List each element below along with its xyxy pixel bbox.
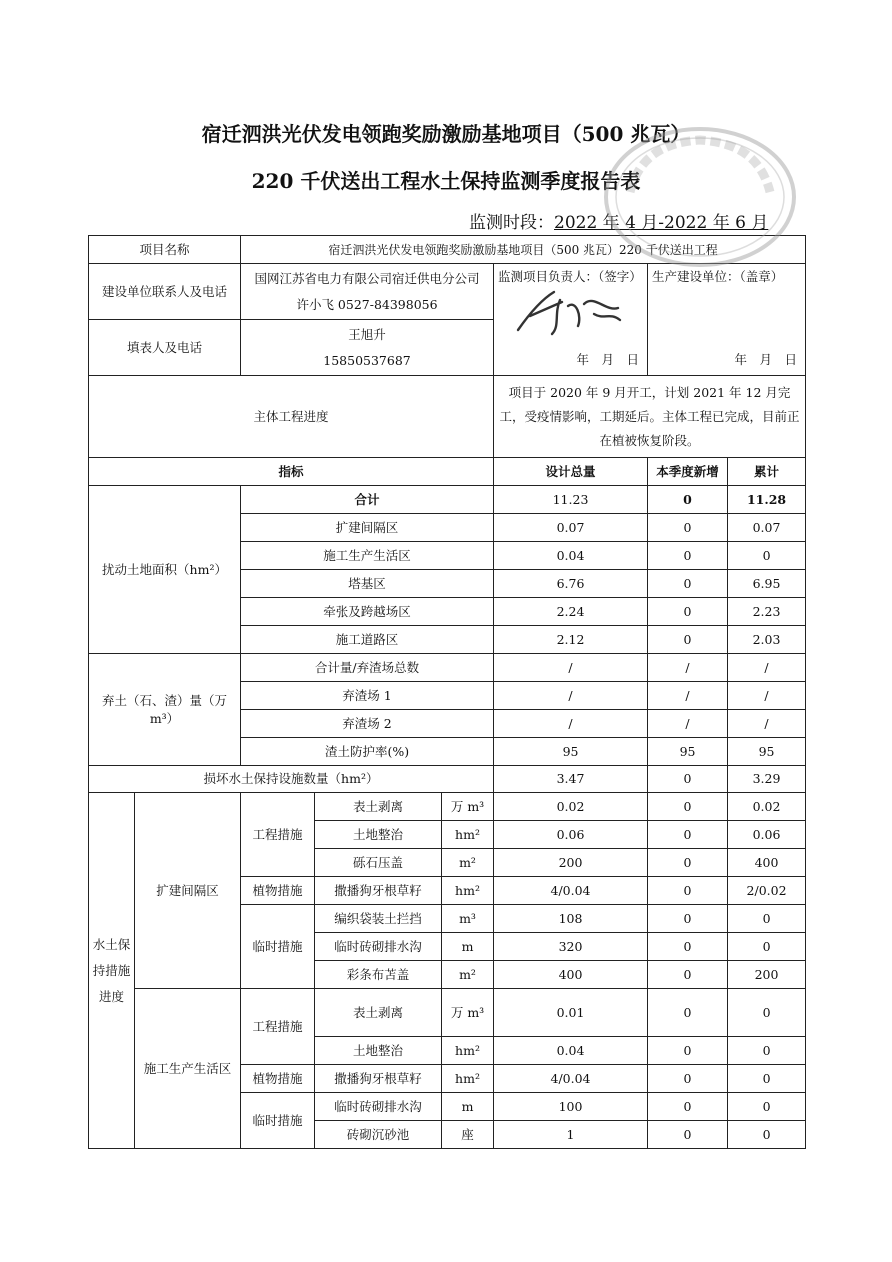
spoil-group-label: 弃土（石、渣）量（万 m³） bbox=[89, 654, 241, 766]
disturbed-cum: 6.95 bbox=[728, 570, 806, 598]
filler-label: 填表人及电话 bbox=[89, 320, 241, 376]
measure-item: 砖砌沉砂池 bbox=[315, 1121, 442, 1149]
unit-seal-cell bbox=[648, 264, 806, 376]
measure-cum: 0 bbox=[728, 1065, 806, 1093]
disturbed-cum: 11.28 bbox=[728, 486, 806, 514]
production-unit-label: 生产建设单位：（盖章） bbox=[652, 269, 784, 284]
measure-design: 0.06 bbox=[494, 821, 648, 849]
measure-unit: m bbox=[442, 933, 494, 961]
measure-unit: 座 bbox=[442, 1121, 494, 1149]
disturbed-new: 0 bbox=[648, 514, 728, 542]
measure-unit: hm² bbox=[442, 821, 494, 849]
measure-design: 0.04 bbox=[494, 1037, 648, 1065]
measure-item: 土地整治 bbox=[315, 1037, 442, 1065]
col-cumulative: 累计 bbox=[728, 458, 806, 486]
spoil-cum: / bbox=[728, 654, 806, 682]
damaged-design: 3.47 bbox=[494, 766, 648, 793]
measure-cum: 0.02 bbox=[728, 793, 806, 821]
spoil-design: 95 bbox=[494, 738, 648, 766]
measure-cum: 0 bbox=[728, 1037, 806, 1065]
spoil-cum: / bbox=[728, 682, 806, 710]
measure-new: 0 bbox=[648, 989, 728, 1037]
measure-item: 表土剥离 bbox=[315, 793, 442, 821]
filler-name: 王旭升 bbox=[348, 326, 386, 342]
measure-new: 0 bbox=[648, 1093, 728, 1121]
measure-cum: 0 bbox=[728, 1121, 806, 1149]
measure-new: 0 bbox=[648, 933, 728, 961]
measure-design: 4/0.04 bbox=[494, 1065, 648, 1093]
col-quarter-new: 本季度新增 bbox=[648, 458, 728, 486]
measure-unit: 万 m³ bbox=[442, 793, 494, 821]
measure-item: 撒播狗牙根草籽 bbox=[315, 1065, 442, 1093]
measure-unit: hm² bbox=[442, 1037, 494, 1065]
measure-area-name: 扩建间隔区 bbox=[135, 793, 241, 989]
measure-design: 1 bbox=[494, 1121, 648, 1149]
measure-item: 土地整治 bbox=[315, 821, 442, 849]
col-design-total: 设计总量 bbox=[494, 458, 648, 486]
period-value: 2022 年 4 月-2022 年 6 月 bbox=[554, 213, 769, 233]
spoil-row-name: 弃渣场 2 bbox=[241, 710, 494, 738]
measure-type: 临时措施 bbox=[241, 1093, 315, 1149]
measure-type: 工程措施 bbox=[241, 989, 315, 1065]
measure-cum: 0 bbox=[728, 933, 806, 961]
measure-design: 108 bbox=[494, 905, 648, 933]
measure-unit: m bbox=[442, 1093, 494, 1121]
measure-item: 砾石压盖 bbox=[315, 849, 442, 877]
period-label: 监测时段： bbox=[469, 213, 554, 233]
builder-org: 国网江苏省电力有限公司宿迁供电分公司 bbox=[254, 270, 480, 286]
measure-cum: 2/0.02 bbox=[728, 877, 806, 905]
disturbed-row-name: 施工道路区 bbox=[241, 626, 494, 654]
measure-cum: 0 bbox=[728, 1093, 806, 1121]
progress-text: 项目于 2020 年 9 月开工，计划 2021 年 12 月完工，受疫情影响，工期延后。主体工程已完成，目前正在植被恢复阶段。 bbox=[494, 376, 806, 458]
measure-item: 表土剥离 bbox=[315, 989, 442, 1037]
disturbed-new: 0 bbox=[648, 598, 728, 626]
measure-type: 工程措施 bbox=[241, 793, 315, 877]
report-title-line1: 宿迁泗洪光伏发电领跑奖励激励基地项目（500 兆瓦） bbox=[201, 122, 691, 146]
disturbed-row-name: 合计 bbox=[241, 486, 494, 514]
disturbed-new: 0 bbox=[648, 542, 728, 570]
unit-date: 年 月 日 bbox=[734, 352, 798, 367]
disturbed-new: 0 bbox=[648, 570, 728, 598]
measure-cum: 0 bbox=[728, 905, 806, 933]
disturbed-design: 2.12 bbox=[494, 626, 648, 654]
spoil-row-name: 合计量/弃渣场总数 bbox=[241, 654, 494, 682]
disturbed-cum: 2.23 bbox=[728, 598, 806, 626]
measure-new: 0 bbox=[648, 877, 728, 905]
spoil-row-name: 渣土防护率(%) bbox=[241, 738, 494, 766]
spoil-new: / bbox=[648, 682, 728, 710]
spoil-new: 95 bbox=[648, 738, 728, 766]
measure-item: 彩条布苫盖 bbox=[315, 961, 442, 989]
disturbed-design: 6.76 bbox=[494, 570, 648, 598]
measure-item: 临时砖砌排水沟 bbox=[315, 933, 442, 961]
handwritten-signature bbox=[508, 286, 628, 338]
spoil-new: / bbox=[648, 654, 728, 682]
spoil-design: / bbox=[494, 682, 648, 710]
disturbed-cum: 2.03 bbox=[728, 626, 806, 654]
measure-design: 320 bbox=[494, 933, 648, 961]
disturbed-row-name: 扩建间隔区 bbox=[241, 514, 494, 542]
project-name: 宿迁泗洪光伏发电领跑奖励激励基地项目（500 兆瓦）220 千伏送出工程 bbox=[241, 236, 806, 264]
measure-design: 4/0.04 bbox=[494, 877, 648, 905]
measure-unit: hm² bbox=[442, 1065, 494, 1093]
spoil-row-name: 弃渣场 1 bbox=[241, 682, 494, 710]
progress-label: 主体工程进度 bbox=[89, 376, 494, 458]
monitor-head-label: 监测项目负责人：（签字） bbox=[498, 269, 642, 284]
filler-info bbox=[241, 320, 494, 376]
measure-cum: 200 bbox=[728, 961, 806, 989]
damaged-new: 0 bbox=[648, 766, 728, 793]
measure-new: 0 bbox=[648, 1121, 728, 1149]
measure-new: 0 bbox=[648, 961, 728, 989]
disturbed-row-name: 牵张及跨越场区 bbox=[241, 598, 494, 626]
measure-type: 植物措施 bbox=[241, 877, 315, 905]
measure-new: 0 bbox=[648, 821, 728, 849]
measure-unit: 万 m³ bbox=[442, 989, 494, 1037]
builder-contact: 许小飞 0527-84398056 bbox=[296, 296, 438, 312]
measure-design: 0.02 bbox=[494, 793, 648, 821]
disturbed-row-name: 塔基区 bbox=[241, 570, 494, 598]
measure-design: 100 bbox=[494, 1093, 648, 1121]
measure-unit: m² bbox=[442, 849, 494, 877]
disturbed-design: 2.24 bbox=[494, 598, 648, 626]
measure-item: 临时砖砌排水沟 bbox=[315, 1093, 442, 1121]
disturbed-cum: 0.07 bbox=[728, 514, 806, 542]
spoil-design: / bbox=[494, 710, 648, 738]
project-name-label: 项目名称 bbox=[89, 236, 241, 264]
measure-cum: 400 bbox=[728, 849, 806, 877]
report-table bbox=[88, 235, 806, 1149]
measure-cum: 0 bbox=[728, 989, 806, 1037]
official-seal-stamp bbox=[600, 122, 800, 272]
measure-unit: m³ bbox=[442, 905, 494, 933]
spoil-design: / bbox=[494, 654, 648, 682]
builder-label: 建设单位联系人及电话 bbox=[89, 264, 241, 320]
col-indicator: 指标 bbox=[89, 458, 494, 486]
measure-new: 0 bbox=[648, 849, 728, 877]
disturbed-design: 11.23 bbox=[494, 486, 648, 514]
spoil-cum: 95 bbox=[728, 738, 806, 766]
measure-design: 200 bbox=[494, 849, 648, 877]
measure-type: 植物措施 bbox=[241, 1065, 315, 1093]
measure-item: 编织袋装土拦挡 bbox=[315, 905, 442, 933]
measure-cum: 0.06 bbox=[728, 821, 806, 849]
damaged-cum: 3.29 bbox=[728, 766, 806, 793]
filler-phone: 15850537687 bbox=[323, 352, 411, 368]
measure-item: 撒播狗牙根草籽 bbox=[315, 877, 442, 905]
measures-group-label: 水土保持措施进度 bbox=[89, 793, 135, 1149]
disturbed-design: 0.04 bbox=[494, 542, 648, 570]
measure-design: 400 bbox=[494, 961, 648, 989]
report-title-line2: 220 千伏送出工程水土保持监测季度报告表 bbox=[251, 169, 641, 193]
damaged-label: 损坏水土保持设施数量（hm²） bbox=[89, 766, 494, 793]
disturbed-new: 0 bbox=[648, 626, 728, 654]
measure-new: 0 bbox=[648, 1037, 728, 1065]
disturbed-group-label: 扰动土地面积（hm²） bbox=[89, 486, 241, 654]
measure-new: 0 bbox=[648, 905, 728, 933]
builder-info bbox=[241, 264, 494, 320]
measure-unit: m² bbox=[442, 961, 494, 989]
disturbed-row-name: 施工生产生活区 bbox=[241, 542, 494, 570]
spoil-cum: / bbox=[728, 710, 806, 738]
disturbed-new: 0 bbox=[648, 486, 728, 514]
monitor-signature-cell bbox=[494, 264, 648, 376]
disturbed-cum: 0 bbox=[728, 542, 806, 570]
disturbed-design: 0.07 bbox=[494, 514, 648, 542]
measure-new: 0 bbox=[648, 793, 728, 821]
measure-area-name: 施工生产生活区 bbox=[135, 989, 241, 1149]
monitor-date: 年 月 日 bbox=[576, 352, 640, 367]
measure-design: 0.01 bbox=[494, 989, 648, 1037]
measure-type: 临时措施 bbox=[241, 905, 315, 989]
spoil-new: / bbox=[648, 710, 728, 738]
measure-new: 0 bbox=[648, 1065, 728, 1093]
measure-unit: hm² bbox=[442, 877, 494, 905]
